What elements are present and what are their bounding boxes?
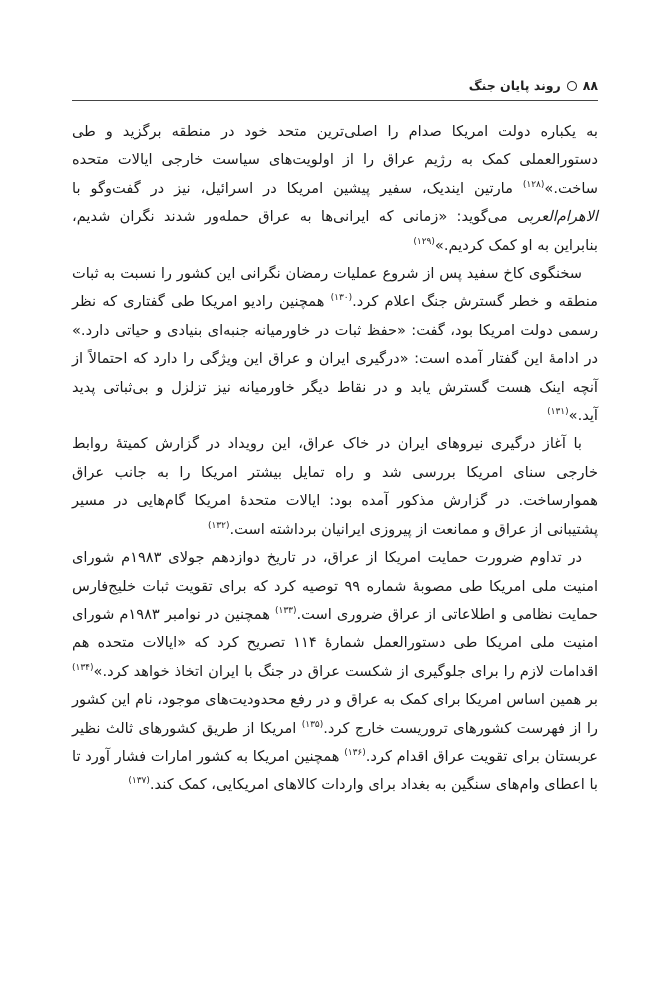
chapter-title: روند پایان جنگ: [468, 78, 561, 93]
paragraph-3: با آغاز درگیری نیروهای ایران در خاک عراق، این رویداد در گزارش کمیتهٔ روابط خارجی سنای امریکا بررسی شد و راه تمایل بیشتر امریکا را به جانب عراق هموارساخت. در گزارش مذکور آمده بود: ایالات متحدهٔ امریکا گام‌هایی در مسیر پشتیبانی از عراق و ممانعت از پیروزی ایرانیان برداشته است.$^{(۱۳۲)}$: [72, 435, 598, 538]
footnote-ref: (۱۳۶): [344, 747, 366, 758]
body-text: [72, 118, 598, 800]
running-header: [72, 78, 598, 93]
header-rule: [72, 100, 598, 101]
footnote-ref: (۱۲۸): [522, 179, 545, 190]
footnote-ref: (۱۳۱): [547, 407, 569, 418]
page-number: ۸۸: [582, 78, 598, 93]
paragraph-2: سخنگوی کاخ سفید پس از شروع عملیات رمضان نگرانی این کشور را نسبت به ثبات منطقه و خطر گسترش جنگ اعلام کرد.$^{(۱۳۰)}$ همچنین رادیو امریکا طی گفتاری که نظر رسمی دولت امریکا بود، گفت: «حفظ ثبات در خاورمیانه جنبه‌ای بنیادی و حیاتی دارد.» در ادامهٔ این گفتار آمده است: «درگیری ایران و عراق این ویژگی را دارد که احتمالاً از آنچه اینک هست گسترش یابد و در نقاط دیگر خاورمیانه نیز تزلزل و بی‌ثباتی پدید آید.»$^{(۱۳۱)}$: [72, 265, 598, 425]
paragraph-4: در تداوم ضرورت حمایت امریکا از عراق، در تاریخ دوازدهم جولای ۱۹۸۳م شورای امنیت ملی امریکا طی مصوبهٔ شماره ۹۹ توصیه کرد که برای تقویت ثبات خلیج‌فارس حمایت نظامی و اطلاعاتی از عراق ضروری است.$^{(۱۳۳)}$ همچنین در نوامبر ۱۹۸۳م شورای امنیت ملی امریکا طی دستورالعمل شمارهٔ ۱۱۴ تصریح کرد که «ایالات متحده هم اقدامات لازم را برای جلوگیری از شکست عراق در جنگ با ایران اتخاذ خواهد کرد.»$^{(۱۳۴)}$ بر همین اساس امریکا برای کمک به عراق و در رفع محدودیت‌های موجود، نام این کشور را از فهرست کشورهای تروریست خارج کرد.$^{(۱۳۵)}$ امریکا از طریق کشورهای ثالث نظیر عربستان برای تقویت عراق اقدام کرد.$^{(۱۳۶)}$ همچنین امریکا به کشور امارات فشار آورد تا با اعطای وام‌های سنگین به بغداد برای واردات کالاهای امریکایی، کمک کند.$^{(۱۳۷)}$: [72, 549, 599, 794]
footnote-ref: (۱۳۳): [274, 605, 297, 616]
footnote-ref: (۱۲۹): [413, 236, 435, 247]
footnote-ref: (۱۳۰): [330, 293, 353, 304]
footnote-ref: (۱۳۲): [207, 520, 230, 531]
circle-ornament-icon: [567, 81, 577, 91]
footnote-ref: (۱۳۷): [128, 776, 150, 787]
footnote-ref: (۱۳۵): [301, 719, 324, 730]
footnote-ref: (۱۳۴): [72, 662, 94, 673]
publication-name: الاهرام‌العربی: [516, 208, 598, 226]
paragraph-1: به یکباره دولت امریکا صدام را اصلی‌ترین متحد خود در منطقه برگزید و طی دستورالعملی کمک به رژیم عراق را از اولویت‌های سیاست خارجی ایالات متحده ساخت.»$^{(۱۲۸)}$ مارتین ایندیک، سفیر پیشین امریکا در اسرائیل، نیز در گفت‌وگو با الاهرام‌العربی می‌گوید: «زمانی که ایرانی‌ها به عراق حمله‌ور شدند نگران شدیم، بنابراین به او کمک کردیم.»$^{(۱۲۹)}$: [72, 123, 598, 254]
